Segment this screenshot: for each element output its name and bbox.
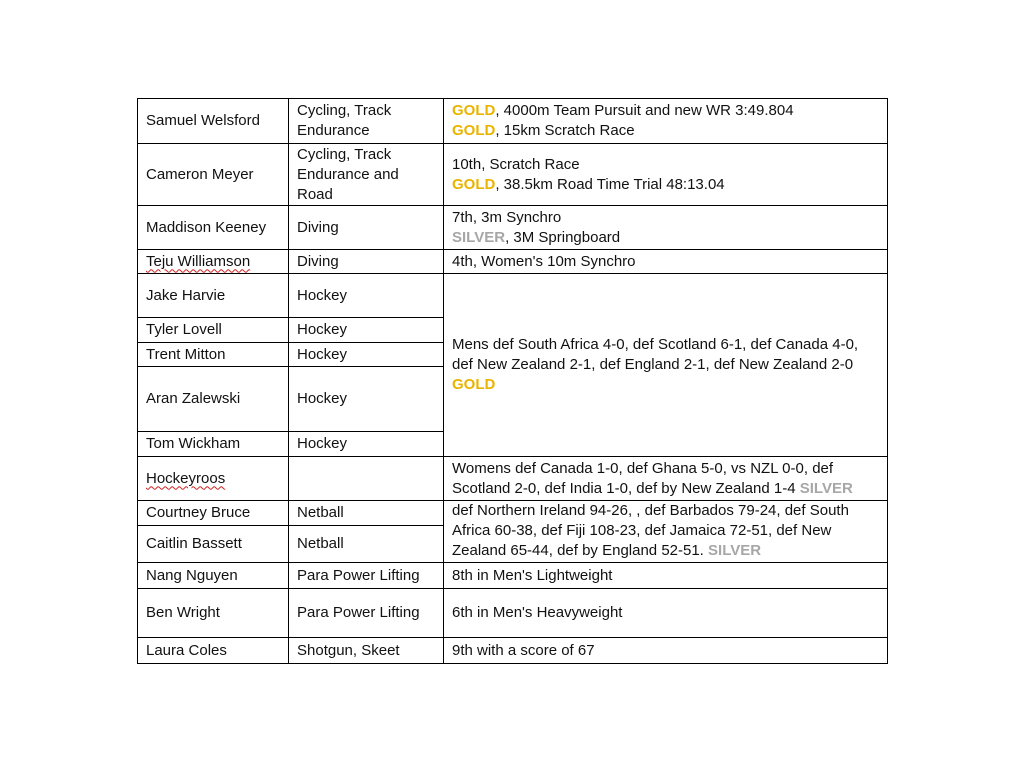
result-cell: 8th in Men's Lightweight xyxy=(444,563,888,589)
gold-medal: GOLD xyxy=(452,376,496,393)
athlete-name: Courtney Bruce xyxy=(138,501,289,526)
athlete-name: Tyler Lovell xyxy=(138,318,289,343)
table-row xyxy=(138,99,888,144)
athlete-name: Maddison Keeney xyxy=(138,206,289,250)
sport-cell xyxy=(289,457,444,501)
table-row xyxy=(138,589,888,638)
table-row xyxy=(138,274,888,318)
table-row xyxy=(138,457,888,501)
result-cell: Womens def Canada 1-0, def Ghana 5-0, vs NZL 0-0, def Scotland 2-0, def India 1-0, def by New Zealand 1-4 SILVER xyxy=(444,457,888,501)
sport-cell: Hockey xyxy=(289,274,444,318)
result-cell: 4th, Women's 10m Synchro xyxy=(444,250,888,274)
silver-medal: SILVER xyxy=(799,479,853,497)
athlete-name: Laura Coles xyxy=(138,638,289,664)
sport-cell: Hockey xyxy=(289,318,444,343)
result-cell: 9th with a score of 67 xyxy=(444,638,888,664)
silver-medal: SILVER xyxy=(452,228,506,246)
athlete-name: Hockeyroos xyxy=(138,457,289,501)
result-cell: 6th in Men's Heavyweight xyxy=(444,589,888,638)
athlete-name: Caitlin Bassett xyxy=(138,526,289,563)
silver-medal: SILVER xyxy=(708,542,762,558)
results-table xyxy=(137,98,888,664)
gold-medal: GOLD xyxy=(452,102,496,119)
result-cell-hockey-men: Mens def South Africa 4-0, def Scotland 6-1, def Canada 4-0, def New Zealand 2-1, def England 2-1, def New Zealand 2-0 GOLD xyxy=(444,274,888,457)
athlete-name: Cameron Meyer xyxy=(138,144,289,206)
table-row xyxy=(138,501,888,526)
sport-cell: Para Power Lifting xyxy=(289,589,444,638)
sport-cell: Netball xyxy=(289,501,444,526)
sport-cell: Hockey xyxy=(289,343,444,367)
athlete-name: Jake Harvie xyxy=(138,274,289,318)
sport-cell: Hockey xyxy=(289,367,444,432)
table-row xyxy=(138,638,888,664)
athlete-name: Samuel Welsford xyxy=(138,99,289,144)
result-cell-netball: def Northern Ireland 94-26, , def Barbados 79-24, def South Africa 60-38, def Fiji 108-23, def Jamaica 72-51, def New Zealand 65-44, def by England 52-51. SILVER xyxy=(444,501,888,563)
athlete-name: Nang Nguyen xyxy=(138,563,289,589)
athlete-name: Ben Wright xyxy=(138,589,289,638)
table-row xyxy=(138,563,888,589)
sport-cell: Netball xyxy=(289,526,444,563)
sport-cell: Diving xyxy=(289,250,444,274)
gold-medal: GOLD xyxy=(452,122,496,139)
athlete-name: Trent Mitton xyxy=(138,343,289,367)
table-row xyxy=(138,206,888,250)
result-cell: 10th, Scratch Race GOLD, 38.5km Road Time Trial 48:13.04 xyxy=(444,144,888,206)
result-cell: GOLD, 4000m Team Pursuit and new WR 3:49.804 GOLD, 15km Scratch Race xyxy=(444,99,888,144)
sport-cell: Diving xyxy=(289,206,444,250)
sport-cell: Cycling, Track Endurance xyxy=(289,99,444,144)
sport-cell: Shotgun, Skeet xyxy=(289,638,444,664)
gold-medal: GOLD xyxy=(452,175,496,193)
sport-cell: Cycling, Track Endurance and Road xyxy=(289,144,444,206)
sport-cell: Hockey xyxy=(289,432,444,457)
table-row xyxy=(138,250,888,274)
sport-cell: Para Power Lifting xyxy=(289,563,444,589)
result-cell: 7th, 3m Synchro SILVER, 3M Springboard xyxy=(444,206,888,250)
athlete-name: Teju Williamson xyxy=(138,250,289,274)
athlete-name: Aran Zalewski xyxy=(138,367,289,432)
table-row xyxy=(138,144,888,206)
athlete-name: Tom Wickham xyxy=(138,432,289,457)
